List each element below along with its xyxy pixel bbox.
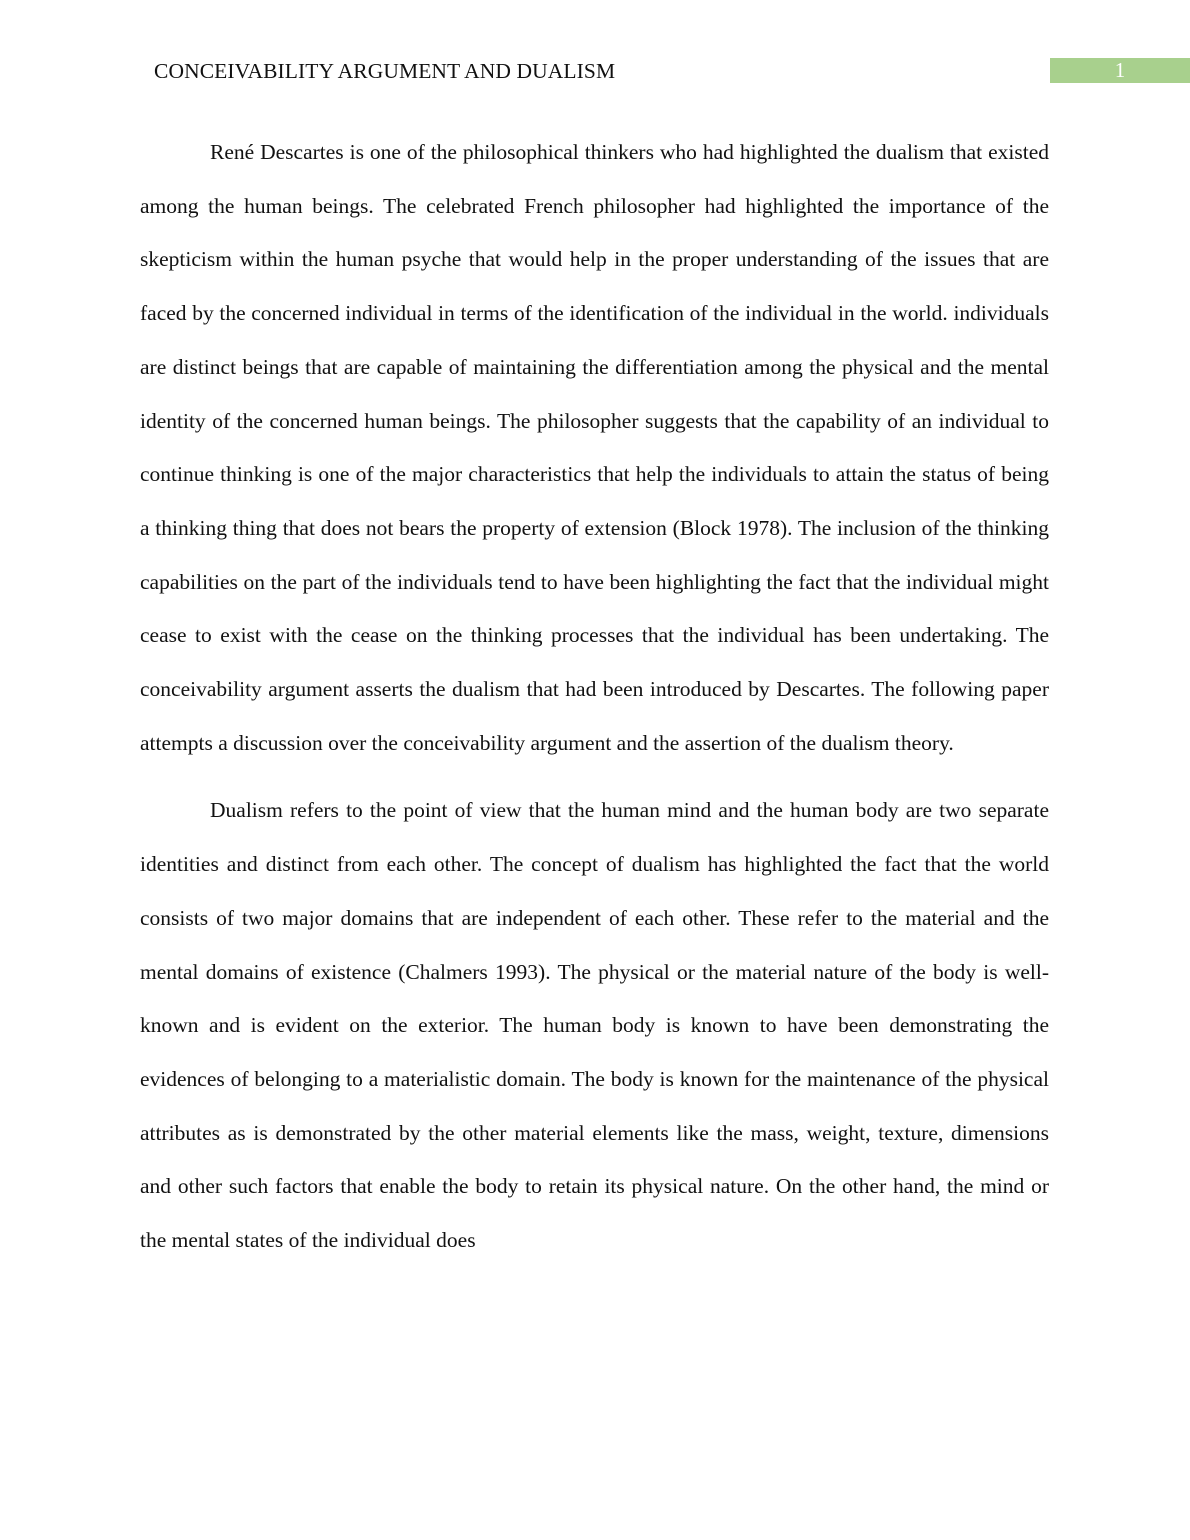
running-head: CONCEIVABILITY ARGUMENT AND DUALISM bbox=[154, 59, 616, 83]
paragraph-descartes: René Descartes is one of the philosophical thinkers who had highlighted the dualism that existed among the human beings. The celebrated French philosopher had highlighted the importance of the skepticism within the human psyche that would help in the proper understanding of the issues that are faced by the concerned individual in terms of the identification of the individual in the world. individuals are distinct beings that are capable of maintaining the differentiation among the physical and the mental identity of the concerned human beings. The philosopher suggests that the capability of an individual to continue thinking is one of the major characteristics that help the individuals to attain the status of being a thinking thing that does not bears the property of extension (Block 1978). The inclusion of the thinking capabilities on the part of the individuals tend to have been highlighting the fact that the individual might cease to exist with the cease on the thinking processes that the individual has been undertaking. The conceivability argument asserts the dualism that had been introduced by Descartes. The following paper attempts a discussion over the conceivability argument and the assertion of the dualism theory. bbox=[140, 140, 1049, 755]
page-number: 1 bbox=[1050, 58, 1190, 83]
document-body bbox=[140, 126, 1049, 1268]
page-header bbox=[154, 58, 1190, 84]
paragraph-dualism: Dualism refers to the point of view that the human mind and the human body are two separate identities and distinct from each other. The concept of dualism has highlighted the fact that the world consists of two major domains that are independent of each other. These refer to the material and the mental domains of existence (Chalmers 1993). The physical or the material nature of the body is well-known and is evident on the exterior. The human body is known to have been demonstrating the evidences of belonging to a materialistic domain. The body is known for the maintenance of the physical attributes as is demonstrated by the other material elements like the mass, weight, texture, dimensions and other such factors that enable the body to retain its physical nature. On the other hand, the mind or the mental states of the individual does bbox=[140, 798, 1049, 1253]
